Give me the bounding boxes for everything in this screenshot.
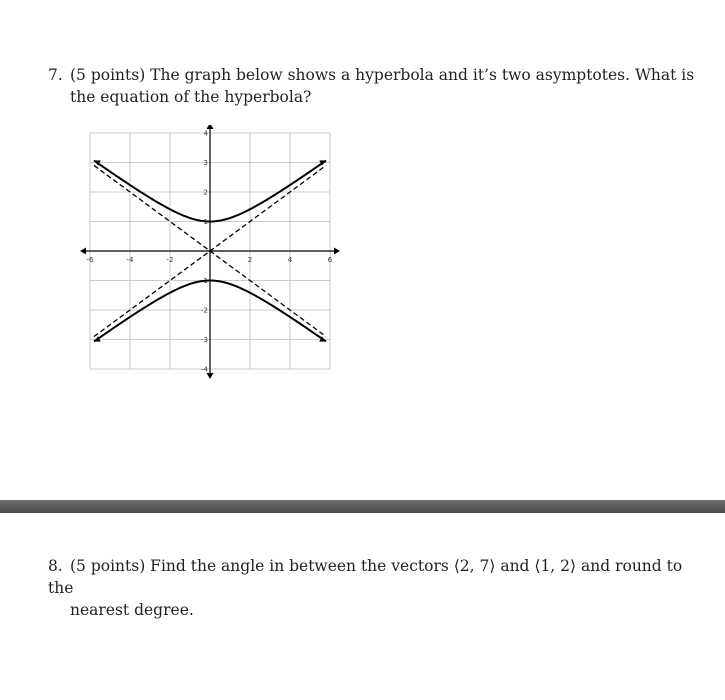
y-tick-label: 3 bbox=[203, 159, 208, 167]
y-tick-label: 1 bbox=[203, 218, 208, 226]
x-tick-label: 6 bbox=[327, 256, 333, 264]
y-tick-label: -3 bbox=[201, 336, 208, 344]
problem-text-line-2: nearest degree. bbox=[70, 601, 194, 619]
y-tick-label: -4 bbox=[201, 365, 208, 374]
problem-text-line-2: the equation of the hyperbola? bbox=[70, 88, 312, 106]
problem-8 bbox=[48, 555, 698, 621]
x-tick-label: -2 bbox=[166, 256, 174, 264]
y-tick-label: -2 bbox=[201, 306, 208, 315]
x-axis-arrow-right bbox=[334, 248, 340, 255]
x-tick-label: 2 bbox=[247, 256, 253, 264]
page-divider bbox=[0, 500, 725, 513]
problem-text-line-1: (5 points) The graph below shows a hyperbola and it’s two asymptotes. What is bbox=[70, 66, 695, 84]
problem-number: 7. bbox=[48, 66, 63, 84]
y-tick-label: 4 bbox=[203, 129, 208, 138]
x-tick-label: 4 bbox=[287, 256, 293, 264]
hyperbola-graph bbox=[80, 125, 352, 387]
x-tick-label: -6 bbox=[86, 256, 94, 264]
x-tick-label: -4 bbox=[126, 256, 134, 264]
problem-7 bbox=[48, 64, 698, 108]
y-tick-label: 2 bbox=[203, 188, 208, 197]
axes bbox=[80, 125, 340, 379]
problem-text-line-1: (5 points) Find the angle in between the vectors ⟨2, 7⟩ and ⟨1, 2⟩ and round to the bbox=[48, 557, 683, 597]
y-axis-arrow-up bbox=[207, 125, 214, 129]
problem-number: 8. bbox=[48, 557, 63, 575]
y-axis-arrow-down bbox=[207, 373, 214, 379]
x-axis-arrow-left bbox=[80, 248, 86, 255]
y-tick-label: -1 bbox=[201, 277, 208, 285]
